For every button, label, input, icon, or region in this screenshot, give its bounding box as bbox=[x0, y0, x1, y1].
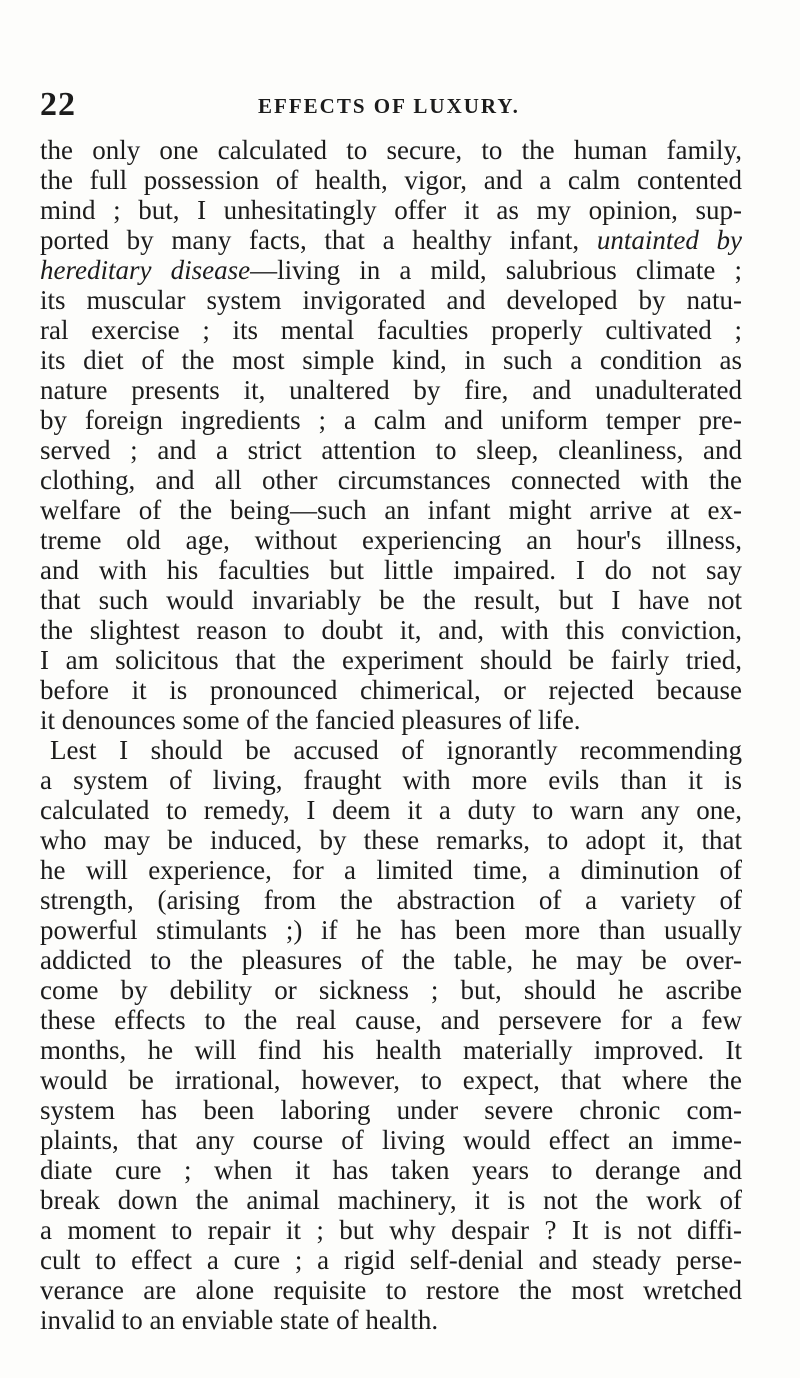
italic-phrase: untainted by bbox=[596, 225, 742, 255]
text-line: the only one calculated to secure, to the human family, bbox=[40, 135, 742, 165]
text-line: months, he will find his health materially improved. It bbox=[40, 1035, 742, 1065]
text-line: he will experience, for a limited time, a diminution of bbox=[40, 855, 742, 885]
text-line: before it is pronounced chimerical, or rejected because bbox=[40, 675, 742, 705]
text-line: its diet of the most simple kind, in such a condition as bbox=[40, 345, 742, 375]
text-line: its muscular system invigorated and developed by natu- bbox=[40, 285, 742, 315]
text-line: the slightest reason to doubt it, and, with this conviction, bbox=[40, 615, 742, 645]
text-line: these effects to the real cause, and persevere for a few bbox=[40, 1005, 742, 1035]
text-line: who may be induced, by these remarks, to adopt it, that bbox=[40, 825, 742, 855]
text-line: break down the animal machinery, it is not the work of bbox=[40, 1185, 742, 1215]
text-line: clothing, and all other circumstances connected with the bbox=[40, 465, 742, 495]
page-number: 22 bbox=[40, 86, 76, 123]
text-line: powerful stimulants ;) if he has been more than usually bbox=[40, 915, 742, 945]
body-text bbox=[40, 135, 742, 1335]
text-line: would be irrational, however, to expect, that where the bbox=[40, 1065, 742, 1095]
paragraph-end-line: it denounces some of the fancied pleasures of life. bbox=[40, 705, 581, 735]
text-line: come by debility or sickness ; but, should he ascribe bbox=[40, 975, 742, 1005]
paragraph-start-line: Lest I should be accused of ignorantly recommending bbox=[50, 735, 742, 765]
text-line: diate cure ; when it has taken years to derange and bbox=[40, 1155, 742, 1185]
text-line: and with his faculties but little impaired. I do not say bbox=[40, 555, 742, 585]
text-line: a system of living, fraught with more evils than it is bbox=[40, 765, 742, 795]
text-line: strength, (arising from the abstraction of a variety of bbox=[40, 885, 742, 915]
text-line: calculated to remedy, I deem it a duty to warn any one, bbox=[40, 795, 742, 825]
text-line: mind ; but, I unhesitatingly offer it as my opinion, sup- bbox=[40, 195, 742, 225]
page-header bbox=[40, 88, 740, 122]
text-line: hereditary disease—living in a mild, salubrious climate ; bbox=[40, 255, 742, 285]
text-line: addicted to the pleasures of the table, he may be over- bbox=[40, 945, 742, 975]
text-line: cult to effect a cure ; a rigid self-denial and steady perse- bbox=[40, 1245, 742, 1275]
italic-phrase: hereditary disease bbox=[40, 255, 251, 285]
running-head: EFFECTS OF LUXURY. bbox=[258, 94, 520, 118]
text-line: the full possession of health, vigor, and a calm contented bbox=[40, 165, 742, 195]
text-line: a moment to repair it ; but why despair ? It is not diffi- bbox=[40, 1215, 742, 1245]
text-line: verance are alone requisite to restore the most wretched bbox=[40, 1275, 742, 1305]
text-line: treme old age, without experiencing an hour's illness, bbox=[40, 525, 742, 555]
text-line: that such would invariably be the result, but I have not bbox=[40, 585, 742, 615]
text-line: ral exercise ; its mental faculties properly cultivated ; bbox=[40, 315, 742, 345]
text-line: I am solicitous that the experiment should be fairly tried, bbox=[40, 645, 742, 675]
text-line: nature presents it, unaltered by fire, and unadulterated bbox=[40, 375, 742, 405]
text-line: served ; and a strict attention to sleep, cleanliness, and bbox=[40, 435, 742, 465]
text-line: welfare of the being—such an infant might arrive at ex- bbox=[40, 495, 742, 525]
paragraph-end-line: invalid to an enviable state of health. bbox=[40, 1305, 439, 1335]
text-line: system has been laboring under severe chronic com- bbox=[40, 1095, 742, 1125]
text-line: ported by many facts, that a healthy infant, untainted by bbox=[40, 225, 742, 255]
text-line: plaints, that any course of living would effect an imme- bbox=[40, 1125, 742, 1155]
text-line: by foreign ingredients ; a calm and uniform temper pre- bbox=[40, 405, 742, 435]
